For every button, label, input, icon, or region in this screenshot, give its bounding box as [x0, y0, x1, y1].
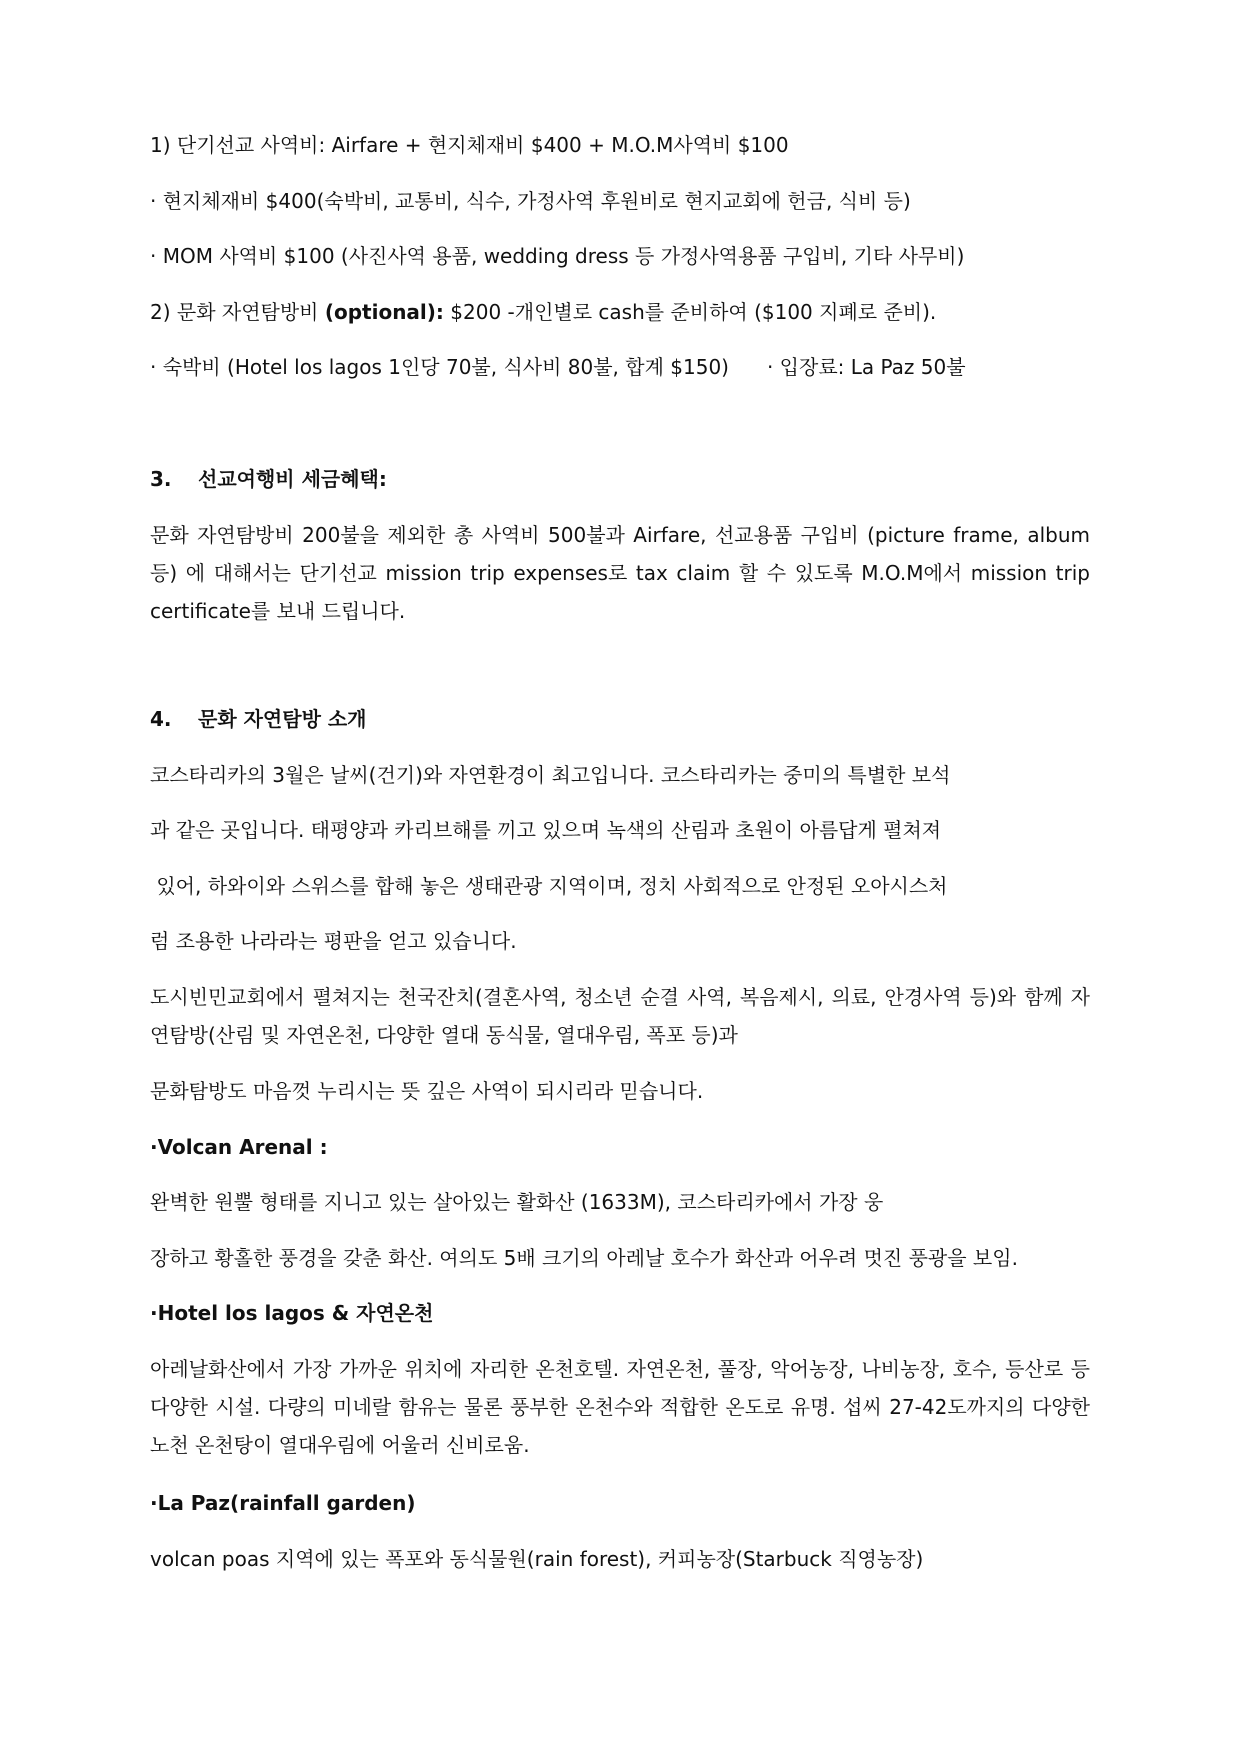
optional-label: (optional):	[324, 300, 444, 324]
cost-item-2	[150, 299, 1090, 325]
intro-line: 코스타리카의 3월은 날씨(건기)와 자연환경이 최고입니다. 코스타리카는 중미의 특별한 보석	[150, 763, 951, 787]
cost-bullet-mom: · MOM 사역비 $100 (사진사역 용품, wedding dress 등 가정사역용품 구입비, 기타 사무비)	[150, 244, 965, 268]
section-4-title: 문화 자연탐방 소개	[198, 707, 367, 731]
cost-item-1: 1) 단기선교 사역비: Airfare + 현지체재비 $400 + M.O.M사역비 $100	[150, 133, 789, 157]
cost-item-2-prefix: 2) 문화 자연탐방비	[150, 300, 325, 324]
intro-line: 과 같은 곳입니다. 태평양과 카리브해를 끼고 있으며 녹색의 산림과 초원이 아름답게 펼쳐져	[150, 818, 942, 842]
tax-benefit-paragraph: 문화 자연탐방비 200불을 제외한 총 사역비 500불과 Airfare, 선교용품 구입비 (picture frame, album 등) 에 대해서는 단기선교 mission trip expenses로 tax claim 할 수 있도록 M.O.M에서 mission trip certificate를 보내 드립니다.	[150, 523, 1090, 623]
section-3-number: 3.	[150, 467, 172, 491]
section-4-heading	[150, 706, 1090, 732]
ministry-paragraph: 도시빈민교회에서 펼쳐지는 천국잔치(결혼사역, 청소년 순결 사역, 복음제시, 의료, 안경사역 등)와 함께 자연탐방(산림 및 자연온천, 다양한 열대 동식물, 열대우림, 폭포 등)과	[150, 985, 1090, 1047]
section-3-title: 선교여행비 세금혜택:	[198, 467, 387, 491]
volcan-arenal-heading: ·Volcan Arenal :	[150, 1135, 328, 1159]
cost-item-2-rest: $200 -개인별로 cash를 준비하여 ($100 지폐로 준비).	[443, 300, 937, 324]
hotel-heading: ·Hotel los lagos & 자연온천	[150, 1301, 434, 1325]
hotel-paragraph: 아레날화산에서 가장 가까운 위치에 자리한 온천호텔. 자연온천, 풀장, 악어농장, 나비농장, 호수, 등산로 등 다양한 시설. 다량의 미네랄 함유는 물론 풍부한 온천수와 적합한 온도로 유명. 섭씨 27-42도까지의 다양한 노천 온천탕이 열대우림에 어울러 신비로움.	[150, 1357, 1090, 1457]
section-4-number: 4.	[150, 707, 172, 731]
cost-bullet-hotel-row	[150, 354, 1090, 380]
volcan-line: 완벽한 원뿔 형태를 지니고 있는 살아있는 활화산 (1633M), 코스타리카에서 가장 웅	[150, 1190, 884, 1214]
intro-line: 럼 조용한 나라라는 평판을 얻고 있습니다.	[150, 929, 517, 953]
lapaz-heading: ·La Paz(rainfall garden)	[150, 1491, 416, 1515]
volcan-line: 장하고 황홀한 풍경을 갖춘 화산. 여의도 5배 크기의 아레날 호수가 화산과 어우려 멋진 풍광을 보임.	[150, 1246, 1018, 1270]
lapaz-line: volcan poas 지역에 있는 폭포와 동식물원(rain forest), 커피농장(Starbuck 직영농장)	[150, 1547, 924, 1571]
cost-bullet-hotel: · 숙박비 (Hotel los lagos 1인당 70불, 식사비 80불, 합계 $150)	[150, 355, 729, 379]
cost-bullet-stay: · 현지체재비 $400(숙박비, 교통비, 식수, 가정사역 후원비로 현지교회에 헌금, 식비 등)	[150, 189, 911, 213]
ministry-closing-line: 문화탐방도 마음껏 누리시는 뜻 깊은 사역이 되시리라 믿습니다.	[150, 1079, 704, 1103]
intro-line: 있어, 하와이와 스위스를 합해 놓은 생태관광 지역이며, 정치 사회적으로 안정된 오아시스처	[150, 874, 948, 898]
cost-bullet-admission: · 입장료: La Paz 50불	[766, 355, 966, 379]
section-3-heading	[150, 466, 1090, 492]
